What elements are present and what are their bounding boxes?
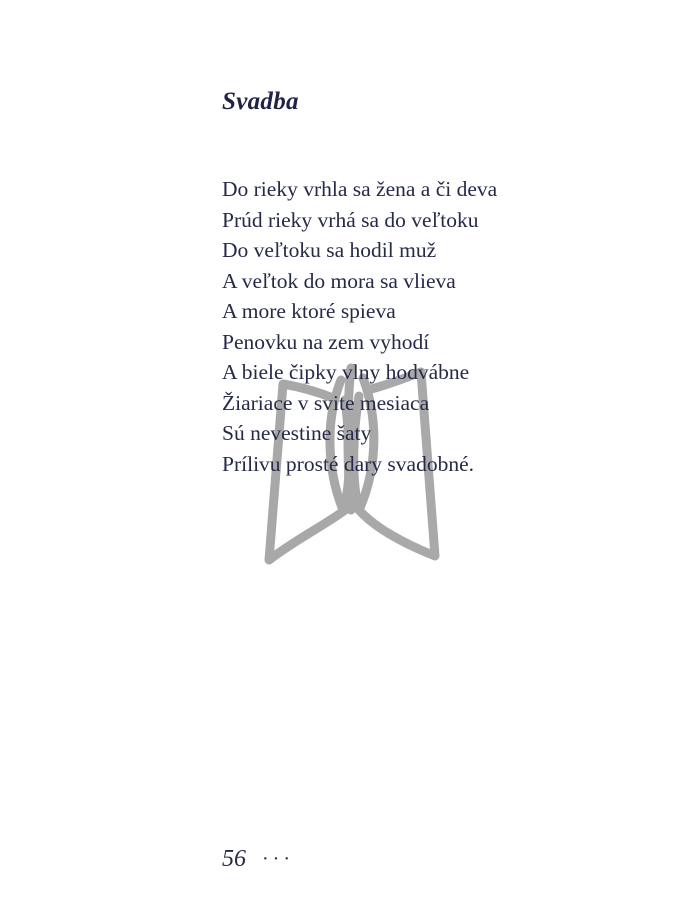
poem-line: Penovku na zem vyhodí (222, 329, 430, 354)
poem-line: Sú nevestine šaty (222, 421, 372, 445)
poem-line: Prúd rieky vrhá sa do veľtoku (222, 207, 479, 232)
poem-line: Prílivu prosté dary svadobné. (222, 451, 474, 476)
poem-line: A veľtok do mora sa vlieva (222, 268, 456, 293)
poem-line: Žiariace v svite mesiaca (222, 390, 430, 415)
poem-title: Svadba (222, 88, 299, 115)
page-number-dots: ··· (262, 848, 294, 870)
page-number: 56 (222, 846, 246, 872)
poem-line: A biele čipky vlny hodvábne (222, 360, 470, 384)
poem-line: Do veľtoku sa hodil muž (222, 238, 437, 262)
poem-line: A more ktoré spieva (222, 299, 396, 323)
poem-body (222, 174, 497, 479)
poem-line: Do rieky vrhla sa žena a či deva (222, 177, 498, 201)
